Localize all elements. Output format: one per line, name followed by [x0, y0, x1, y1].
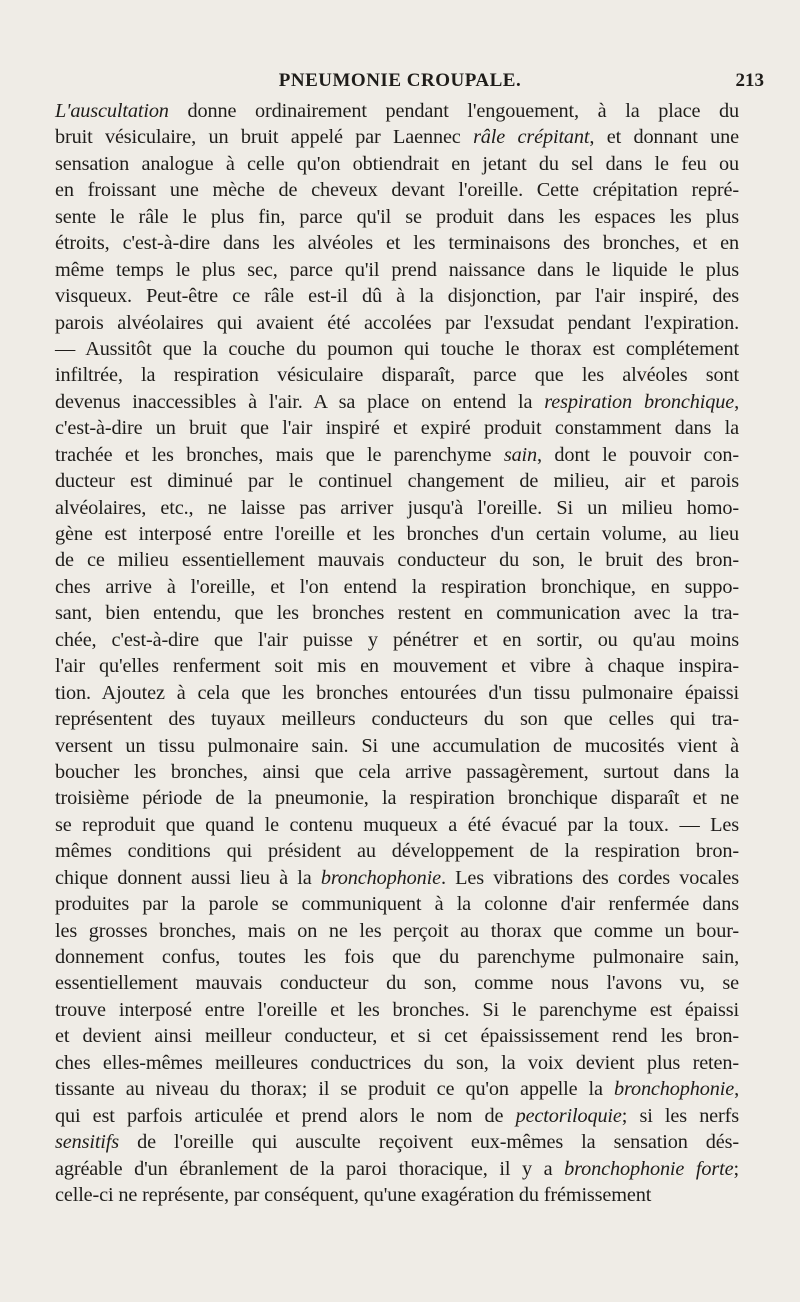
text-line: ches elles-mêmes meilleures conductrices du son, la voix devient plus reten-: [55, 1051, 739, 1074]
text-line: boucher les bronches, ainsi que cela arrive passagèrement, surtout dans la: [55, 760, 739, 783]
text-line: donnement confus, toutes les fois que du parenchyme pulmonaire sain,: [55, 946, 739, 968]
text-line: troisième période de la pneumonie, la respiration bronchique disparaît et ne: [55, 787, 739, 810]
text-line: sensitifs de l'oreille qui ausculte reçoivent eux-mêmes la sensation dés-: [55, 1131, 739, 1154]
text-line: — Aussitôt que la couche du poumon qui touche le thorax est complétement: [55, 337, 739, 360]
text-line: l'air qu'elles renferment soit mis en mouvement et vibre à chaque inspira-: [55, 655, 739, 678]
page-header: [0, 70, 800, 100]
page-number: 213: [735, 70, 764, 91]
running-title: PNEUMONIE CROUPALE.: [278, 70, 522, 91]
text-line: les grosses bronches, mais on ne les perçoit au thorax que comme un bour-: [55, 919, 739, 942]
text-line: ducteur est diminué par le continuel changement de milieu, air et parois: [55, 470, 739, 493]
text-line: étroits, c'est-à-dire dans les alvéoles et les terminaisons des bronches, et en: [55, 232, 739, 255]
text-line: qui est parfois articulée et prend alors le nom de pectoriloquie; si les nerfs: [55, 1104, 739, 1127]
text-line: chée, c'est-à-dire que l'air puisse y pénétrer et en sortir, ou qu'au moins: [55, 628, 739, 651]
text-line: trachée et les bronches, mais que le parenchyme sain, dont le pouvoir con-: [55, 443, 739, 466]
text-line: sensation analogue à celle qu'on obtiendrait en jetant du sel dans le feu ou: [55, 152, 739, 175]
text-line: tion. Ajoutez à cela que les bronches entourées d'un tissu pulmonaire épaissi: [55, 681, 739, 704]
text-line: gène est interposé entre l'oreille et les bronches d'un certain volume, au lieu: [55, 523, 739, 545]
text-line: essentiellement mauvais conducteur du son, comme nous l'avons vu, se: [55, 972, 739, 995]
text-line: c'est-à-dire un bruit que l'air inspiré et expiré produit constamment dans la: [55, 417, 739, 440]
text-line: produites par la parole se communiquent à la colonne d'air renfermée dans: [55, 893, 739, 916]
text-line: devenus inaccessibles à l'air. A sa place on entend la respiration bronchique,: [55, 390, 739, 413]
text-line: ches arrive à l'oreille, et l'on entend la respiration bronchique, en suppo-: [55, 575, 739, 598]
text-line: visqueux. Peut-être ce râle est-il dû à la disjonction, par l'air inspiré, des: [55, 285, 739, 308]
text-line: en froissant une mèche de cheveux devant l'oreille. Cette crépitation repré-: [55, 179, 739, 202]
text-line: représentent des tuyaux meilleurs conducteurs du son que celles qui tra-: [55, 708, 739, 731]
text-line: même temps le plus sec, parce qu'il prend naissance dans le liquide le plus: [55, 258, 739, 281]
text-line: sente le râle le plus fin, parce qu'il se produit dans les espaces les plus: [55, 205, 739, 228]
text-line: bruit vésiculaire, un bruit appelé par Laennec râle crépitant, et donnant une: [55, 126, 739, 149]
text-line: et devient ainsi meilleur conducteur, et si cet épaississement rend les bron-: [55, 1025, 739, 1048]
text-line: chique donnent aussi lieu à la bronchophonie. Les vibrations des cordes vocales: [55, 866, 739, 889]
text-line: alvéolaires, etc., ne laisse pas arriver jusqu'à l'oreille. Si un milieu homo-: [55, 496, 739, 519]
text-line: trouve interposé entre l'oreille et les bronches. Si le parenchyme est épaissi: [55, 998, 739, 1021]
body-text: [55, 98, 739, 1208]
text-line: agréable d'un ébranlement de la paroi thoracique, il y a bronchophonie forte;: [55, 1157, 739, 1180]
text-line: versent un tissu pulmonaire sain. Si une accumulation de mucosités vient à: [55, 734, 739, 757]
text-line: tissante au niveau du thorax; il se produit ce qu'on appelle la bronchophonie,: [55, 1078, 739, 1101]
text-line: mêmes conditions qui président au développement de la respiration bron-: [55, 840, 739, 863]
text-line: parois alvéolaires qui avaient été accolées par l'exsudat pendant l'expiration.: [55, 311, 739, 334]
text-line: de ce milieu essentiellement mauvais conducteur du son, le bruit des bron-: [55, 549, 739, 572]
text-line: se reproduit que quand le contenu muqueux a été évacué par la toux. — Les: [55, 813, 739, 836]
text-line: infiltrée, la respiration vésiculaire disparaît, parce que les alvéoles sont: [55, 364, 739, 387]
text-line: sant, bien entendu, que les bronches restent en communication avec la tra-: [55, 602, 739, 625]
text-line: L'auscultation donne ordinairement pendant l'engouement, à la place du: [55, 100, 739, 122]
text-line: celle-ci ne représente, par conséquent, qu'une exagération du frémissement: [55, 1183, 652, 1206]
